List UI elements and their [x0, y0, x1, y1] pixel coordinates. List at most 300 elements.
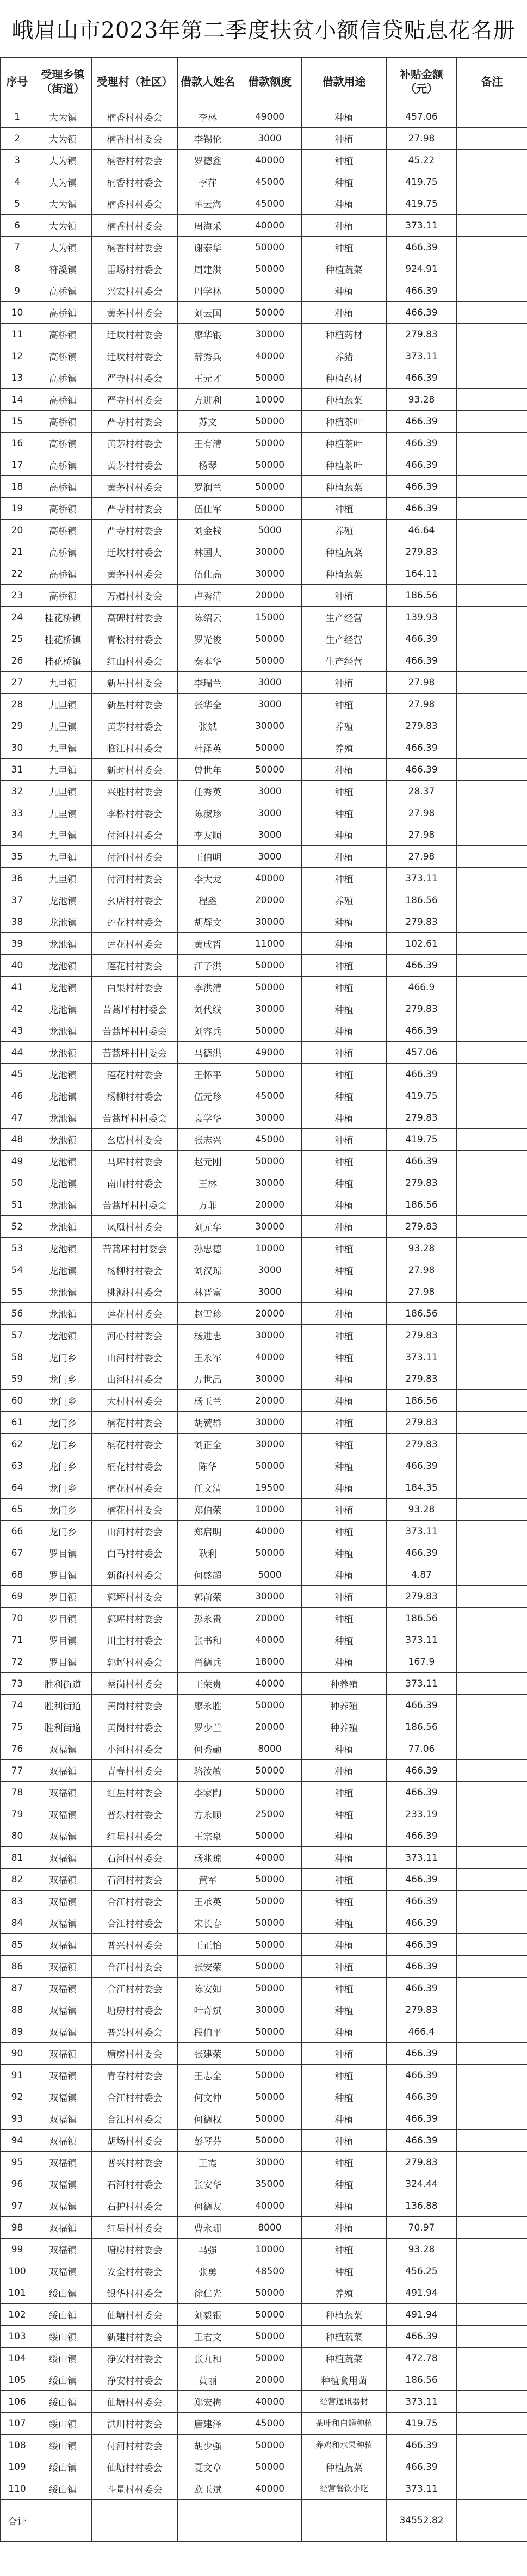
cell-loan-amount: 50000: [238, 1956, 302, 1978]
cell-subsidy-amount: 186.56: [387, 1303, 457, 1325]
cell-village: 苦蒿坪村村委会: [92, 1042, 178, 1064]
cell-loan-amount: 30000: [238, 541, 302, 563]
cell-subsidy-amount: 466.39: [387, 411, 457, 433]
cell-subsidy-amount: 279.83: [387, 1107, 457, 1129]
cell-loan-amount: 3000: [238, 846, 302, 868]
cell-town: 高桥镇: [34, 367, 92, 389]
cell-remark: [457, 889, 527, 911]
cell-town: 龙池镇: [34, 1303, 92, 1325]
cell-subsidy-amount: 419.75: [387, 171, 457, 193]
cell-town: 双福镇: [34, 1760, 92, 1782]
cell-loan-purpose: 种植: [302, 1521, 387, 1542]
cell-village: 合江村村委会: [92, 1978, 178, 1999]
cell-borrower: 伍元珍: [178, 1085, 238, 1107]
cell-subsidy-amount: 419.75: [387, 1129, 457, 1151]
cell-town: 绥山镇: [34, 2391, 92, 2413]
cell-loan-purpose: 种植: [302, 1020, 387, 1042]
cell-village: 胡场村村委会: [92, 2130, 178, 2152]
cell-borrower: 宋长春: [178, 1912, 238, 1934]
cell-loan-amount: 40000: [238, 1673, 302, 1695]
cell-town: 双福镇: [34, 2239, 92, 2260]
cell-index: 26: [1, 650, 34, 672]
cell-remark: [457, 1151, 527, 1172]
table-row: [1, 1760, 527, 1782]
cell-remark: [457, 2282, 527, 2304]
cell-subsidy-amount: 466.39: [387, 1978, 457, 1999]
cell-loan-purpose: 种植: [302, 694, 387, 715]
cell-subsidy-amount: 279.83: [387, 715, 457, 737]
cell-town: 大为镇: [34, 171, 92, 193]
cell-loan-purpose: 种植: [302, 911, 387, 933]
cell-remark: [457, 2304, 527, 2326]
cell-village: 合江村村委会: [92, 1912, 178, 1934]
cell-borrower: 陈淑珍: [178, 802, 238, 824]
cell-remark: [457, 802, 527, 824]
cell-loan-purpose: 种植: [302, 868, 387, 889]
cell-loan-amount: 40000: [238, 1847, 302, 1869]
cell-index: 93: [1, 2108, 34, 2130]
cell-loan-purpose: 种植: [302, 302, 387, 324]
cell-town: 九里镇: [34, 824, 92, 846]
cell-loan-purpose: 种植: [302, 1978, 387, 1999]
cell-index: 42: [1, 998, 34, 1020]
cell-remark: [457, 1477, 527, 1499]
cell-remark: [457, 520, 527, 541]
cell-village: 山河村村委会: [92, 1521, 178, 1542]
cell-town: 双福镇: [34, 2021, 92, 2043]
cell-remark: [457, 2086, 527, 2108]
cell-loan-amount: 20000: [238, 889, 302, 911]
cell-loan-purpose: 种植: [302, 237, 387, 258]
cell-remark: [457, 1129, 527, 1151]
cell-loan-purpose: 种植: [302, 1434, 387, 1455]
table-row: [1, 759, 527, 781]
cell-empty: [457, 2500, 527, 2542]
cell-borrower: 夏文章: [178, 2456, 238, 2478]
cell-loan-amount: 19500: [238, 1477, 302, 1499]
cell-remark: [457, 1499, 527, 1521]
cell-town: 九里镇: [34, 715, 92, 737]
cell-index: 86: [1, 1956, 34, 1978]
cell-loan-purpose: 种植: [302, 1325, 387, 1346]
cell-village: 白果村村委会: [92, 977, 178, 998]
cell-town: 高桥镇: [34, 563, 92, 585]
cell-village: 黄茅村村委会: [92, 476, 178, 498]
table-row: [1, 1825, 527, 1847]
cell-loan-amount: 50000: [238, 433, 302, 454]
cell-borrower: 王林: [178, 1172, 238, 1194]
cell-loan-purpose: 种植: [302, 1151, 387, 1172]
cell-town: 九里镇: [34, 846, 92, 868]
table-row: [1, 2239, 527, 2260]
cell-index: 44: [1, 1042, 34, 1064]
cell-town: 九里镇: [34, 781, 92, 802]
cell-loan-amount: 50000: [238, 2086, 302, 2108]
cell-loan-amount: 50000: [238, 1455, 302, 1477]
table-row: [1, 1434, 527, 1455]
cell-loan-purpose: 茶叶和白鳝种植: [302, 2413, 387, 2435]
header-town: 受理乡镇（街道）: [34, 58, 92, 106]
cell-borrower: 刘汉琼: [178, 1259, 238, 1281]
cell-remark: [457, 1259, 527, 1281]
cell-subsidy-amount: 466.39: [387, 1542, 457, 1564]
cell-village: 幺店村村委会: [92, 1129, 178, 1151]
cell-index: 5: [1, 193, 34, 215]
cell-village: 莲花村村委会: [92, 1064, 178, 1085]
cell-loan-amount: 40000: [238, 345, 302, 367]
cell-loan-amount: 8000: [238, 2217, 302, 2239]
cell-subsidy-amount: 27.98: [387, 1281, 457, 1303]
cell-borrower: 王君文: [178, 2326, 238, 2348]
cell-town: 绥山镇: [34, 2369, 92, 2391]
table-row: [1, 367, 527, 389]
cell-borrower: 任秀英: [178, 781, 238, 802]
cell-village: 幺店村村委会: [92, 889, 178, 911]
cell-remark: [457, 215, 527, 237]
table-row: [1, 563, 527, 585]
cell-village: 楠香村村委会: [92, 237, 178, 258]
cell-town: 双福镇: [34, 2108, 92, 2130]
cell-loan-amount: 50000: [238, 2130, 302, 2152]
cell-town: 罗目镇: [34, 1542, 92, 1564]
cell-remark: [457, 628, 527, 650]
cell-village: 郭坪村村委会: [92, 1586, 178, 1608]
cell-loan-purpose: 种植: [302, 672, 387, 694]
table-row: [1, 628, 527, 650]
cell-borrower: 王霞: [178, 2152, 238, 2173]
cell-village: 合江村村委会: [92, 2108, 178, 2130]
cell-index: 98: [1, 2217, 34, 2239]
cell-loan-amount: 30000: [238, 324, 302, 345]
cell-remark: [457, 2326, 527, 2348]
cell-loan-purpose: 种植蔬菜: [302, 2348, 387, 2369]
cell-town: 高桥镇: [34, 433, 92, 454]
cell-village: 红星村村委会: [92, 1825, 178, 1847]
table-row: [1, 1020, 527, 1042]
table-row: [1, 411, 527, 433]
cell-town: 桂花桥镇: [34, 650, 92, 672]
table-row: [1, 977, 527, 998]
cell-index: 10: [1, 302, 34, 324]
cell-subsidy-amount: 466.39: [387, 1064, 457, 1085]
cell-remark: [457, 1542, 527, 1564]
header-borrower: 借款人姓名: [178, 58, 238, 106]
cell-loan-purpose: 种植: [302, 2021, 387, 2043]
cell-loan-purpose: 种植: [302, 781, 387, 802]
table-row: [1, 2021, 527, 2043]
cell-loan-amount: 40000: [238, 1346, 302, 1368]
table-row: [1, 1259, 527, 1281]
cell-loan-amount: 30000: [238, 1216, 302, 1238]
cell-index: 38: [1, 911, 34, 933]
table-row: [1, 1172, 527, 1194]
cell-loan-purpose: 种植: [302, 215, 387, 237]
cell-village: 付河村村委会: [92, 868, 178, 889]
cell-loan-purpose: 种植蔬菜: [302, 2456, 387, 2478]
cell-borrower: 罗润兰: [178, 476, 238, 498]
cell-remark: [457, 2065, 527, 2086]
cell-remark: [457, 998, 527, 1020]
cell-village: 新时村村委会: [92, 759, 178, 781]
cell-village: 莲花村村委会: [92, 933, 178, 955]
cell-subsidy-amount: 27.98: [387, 128, 457, 150]
cell-borrower: 方永顺: [178, 1803, 238, 1825]
cell-subsidy-amount: 279.83: [387, 324, 457, 345]
cell-borrower: 刘正全: [178, 1434, 238, 1455]
cell-borrower: 廖永胜: [178, 1695, 238, 1716]
table-row: [1, 345, 527, 367]
cell-borrower: 何秀勤: [178, 1738, 238, 1760]
cell-loan-amount: 20000: [238, 585, 302, 607]
cell-remark: [457, 1891, 527, 1912]
cell-subsidy-amount: 373.11: [387, 1346, 457, 1368]
cell-loan-amount: 50000: [238, 2456, 302, 2478]
cell-subsidy-amount: 466.39: [387, 280, 457, 302]
cell-loan-purpose: 种植: [302, 1912, 387, 1934]
cell-loan-amount: 3000: [238, 802, 302, 824]
cell-borrower: 伍仕高: [178, 563, 238, 585]
cell-index: 50: [1, 1172, 34, 1194]
cell-subsidy-amount: 279.83: [387, 998, 457, 1020]
cell-town: 双福镇: [34, 1782, 92, 1803]
cell-borrower: 赵雪珍: [178, 1303, 238, 1325]
cell-loan-purpose: 养殖: [302, 2282, 387, 2304]
cell-village: 黄茅村村委会: [92, 302, 178, 324]
cell-town: 高桥镇: [34, 454, 92, 476]
cell-index: 22: [1, 563, 34, 585]
cell-index: 108: [1, 2435, 34, 2456]
cell-loan-purpose: 种植: [302, 2173, 387, 2195]
cell-index: 13: [1, 367, 34, 389]
cell-village: 普兴村村委会: [92, 2021, 178, 2043]
cell-borrower: 袁学华: [178, 1107, 238, 1129]
cell-index: 1: [1, 106, 34, 128]
cell-loan-purpose: 种植: [302, 498, 387, 520]
cell-subsidy-amount: 93.28: [387, 1499, 457, 1521]
cell-index: 83: [1, 1891, 34, 1912]
cell-village: 仙塘村村委会: [92, 2304, 178, 2326]
cell-remark: [457, 694, 527, 715]
cell-loan-purpose: 生产经营: [302, 607, 387, 628]
subsidy-table: [0, 57, 527, 2542]
cell-village: 迁坎村村委会: [92, 541, 178, 563]
cell-borrower: 刘云国: [178, 302, 238, 324]
table-row: [1, 2043, 527, 2065]
cell-town: 九里镇: [34, 694, 92, 715]
cell-index: 8: [1, 258, 34, 280]
cell-index: 17: [1, 454, 34, 476]
cell-index: 19: [1, 498, 34, 520]
cell-town: 双福镇: [34, 1999, 92, 2021]
cell-village: 黄茅村村委会: [92, 454, 178, 476]
cell-town: 高桥镇: [34, 541, 92, 563]
cell-village: 净安村村委会: [92, 2348, 178, 2369]
cell-village: 楠香村村委会: [92, 193, 178, 215]
cell-town: 双福镇: [34, 2130, 92, 2152]
cell-village: 兴宏村村委会: [92, 280, 178, 302]
cell-town: 大为镇: [34, 193, 92, 215]
cell-town: 胜利街道: [34, 1716, 92, 1738]
cell-town: 龙池镇: [34, 1129, 92, 1151]
table-row: [1, 2348, 527, 2369]
cell-village: 塘房村村委会: [92, 2043, 178, 2065]
cell-loan-amount: 25000: [238, 1803, 302, 1825]
cell-village: 青松村村委会: [92, 628, 178, 650]
cell-town: 双福镇: [34, 1891, 92, 1912]
cell-town: 双福镇: [34, 1934, 92, 1956]
cell-village: 桃源村村委会: [92, 1281, 178, 1303]
cell-remark: [457, 1695, 527, 1716]
cell-subsidy-amount: 457.06: [387, 106, 457, 128]
cell-index: 52: [1, 1216, 34, 1238]
cell-loan-purpose: 种植: [302, 2152, 387, 2173]
cell-village: 新街村村委会: [92, 1564, 178, 1586]
cell-subsidy-amount: 466.39: [387, 1825, 457, 1847]
table-row: [1, 1368, 527, 1390]
cell-remark: [457, 607, 527, 628]
cell-subsidy-amount: 136.88: [387, 2195, 457, 2217]
table-row: [1, 1695, 527, 1716]
cell-index: 41: [1, 977, 34, 998]
cell-borrower: 陈华: [178, 1455, 238, 1477]
cell-borrower: 郑启明: [178, 1521, 238, 1542]
cell-loan-amount: 50000: [238, 1825, 302, 1847]
cell-village: 付河村村委会: [92, 846, 178, 868]
cell-borrower: 任文清: [178, 1477, 238, 1499]
cell-index: 85: [1, 1934, 34, 1956]
cell-town: 双福镇: [34, 1738, 92, 1760]
cell-town: 双福镇: [34, 2065, 92, 2086]
cell-remark: [457, 737, 527, 759]
cell-town: 龙池镇: [34, 1238, 92, 1259]
cell-loan-purpose: 种植蔬菜: [302, 258, 387, 280]
cell-village: 普兴村村委会: [92, 2152, 178, 2173]
table-row: [1, 672, 527, 694]
cell-borrower: 杨兆琼: [178, 1847, 238, 1869]
total-label: 合计: [1, 2500, 34, 2542]
cell-index: 82: [1, 1869, 34, 1891]
cell-village: 南山村村委会: [92, 1172, 178, 1194]
cell-remark: [457, 2239, 527, 2260]
table-row: [1, 737, 527, 759]
cell-loan-purpose: 种植: [302, 802, 387, 824]
cell-subsidy-amount: 466.39: [387, 302, 457, 324]
cell-borrower: 王有清: [178, 433, 238, 454]
cell-borrower: 刘毅银: [178, 2304, 238, 2326]
cell-subsidy-amount: 186.56: [387, 585, 457, 607]
cell-village: 李桥村村委会: [92, 802, 178, 824]
cell-loan-purpose: 种植: [302, 955, 387, 977]
cell-town: 龙池镇: [34, 1042, 92, 1064]
cell-subsidy-amount: 419.75: [387, 2413, 457, 2435]
cell-borrower: 王元才: [178, 367, 238, 389]
cell-subsidy-amount: 373.11: [387, 1847, 457, 1869]
cell-borrower: 周建洪: [178, 258, 238, 280]
cell-borrower: 杜泽英: [178, 737, 238, 759]
cell-borrower: 刘容兵: [178, 1020, 238, 1042]
cell-remark: [457, 128, 527, 150]
cell-loan-purpose: 种植蔬菜: [302, 389, 387, 411]
cell-subsidy-amount: 373.11: [387, 345, 457, 367]
cell-borrower: 黄成哲: [178, 933, 238, 955]
cell-subsidy-amount: 466.39: [387, 759, 457, 781]
cell-remark: [457, 476, 527, 498]
cell-borrower: 曾世年: [178, 759, 238, 781]
cell-village: 楠香村村委会: [92, 171, 178, 193]
cell-subsidy-amount: 466.39: [387, 367, 457, 389]
cell-loan-purpose: 养鸡和水果种植: [302, 2435, 387, 2456]
cell-village: 杨柳村村委会: [92, 1085, 178, 1107]
cell-index: 109: [1, 2456, 34, 2478]
cell-town: 九里镇: [34, 802, 92, 824]
cell-town: 双福镇: [34, 2043, 92, 2065]
cell-village: 黄茅村村委会: [92, 433, 178, 454]
cell-remark: [457, 759, 527, 781]
cell-loan-amount: 50000: [238, 2065, 302, 2086]
cell-index: 47: [1, 1107, 34, 1129]
cell-borrower: 张华全: [178, 694, 238, 715]
cell-village: 郭坪村村委会: [92, 1651, 178, 1673]
cell-village: 高碑村村委会: [92, 607, 178, 628]
cell-village: 仙塘村村委会: [92, 2391, 178, 2413]
cell-loan-amount: 30000: [238, 1107, 302, 1129]
cell-remark: [457, 324, 527, 345]
cell-borrower: 张安华: [178, 2173, 238, 2195]
cell-index: 45: [1, 1064, 34, 1085]
cell-subsidy-amount: 373.11: [387, 2391, 457, 2413]
cell-town: 高桥镇: [34, 476, 92, 498]
cell-town: 龙池镇: [34, 1151, 92, 1172]
cell-town: 双福镇: [34, 1978, 92, 1999]
cell-town: 高桥镇: [34, 498, 92, 520]
cell-town: 符溪镇: [34, 258, 92, 280]
cell-index: 58: [1, 1346, 34, 1368]
cell-borrower: 王伯明: [178, 846, 238, 868]
cell-loan-purpose: 种植: [302, 171, 387, 193]
table-row: [1, 1151, 527, 1172]
cell-borrower: 王永军: [178, 1346, 238, 1368]
cell-borrower: 江子洪: [178, 955, 238, 977]
cell-loan-amount: 45000: [238, 1085, 302, 1107]
cell-loan-purpose: 种植: [302, 998, 387, 1020]
cell-loan-purpose: 种植: [302, 1172, 387, 1194]
cell-subsidy-amount: 373.11: [387, 1521, 457, 1542]
table-row: [1, 1477, 527, 1499]
cell-loan-amount: 30000: [238, 2152, 302, 2173]
cell-remark: [457, 1107, 527, 1129]
cell-loan-purpose: 养殖: [302, 737, 387, 759]
cell-village: 红星村村委会: [92, 1782, 178, 1803]
cell-index: 76: [1, 1738, 34, 1760]
table-row: [1, 1782, 527, 1803]
cell-remark: [457, 2217, 527, 2239]
cell-village: 新建村村委会: [92, 2326, 178, 2348]
cell-index: 88: [1, 1999, 34, 2021]
cell-town: 高桥镇: [34, 280, 92, 302]
cell-remark: [457, 1803, 527, 1825]
cell-subsidy-amount: 466.39: [387, 1695, 457, 1716]
table-row: [1, 1934, 527, 1956]
cell-village: 严寺村村委会: [92, 367, 178, 389]
cell-loan-amount: 45000: [238, 2413, 302, 2435]
table-row: [1, 215, 527, 237]
cell-loan-purpose: 种植: [302, 2086, 387, 2108]
cell-remark: [457, 2195, 527, 2217]
cell-village: 新星村村委会: [92, 672, 178, 694]
cell-loan-amount: 50000: [238, 367, 302, 389]
cell-village: 万疆村村委会: [92, 585, 178, 607]
cell-loan-amount: 30000: [238, 998, 302, 1020]
